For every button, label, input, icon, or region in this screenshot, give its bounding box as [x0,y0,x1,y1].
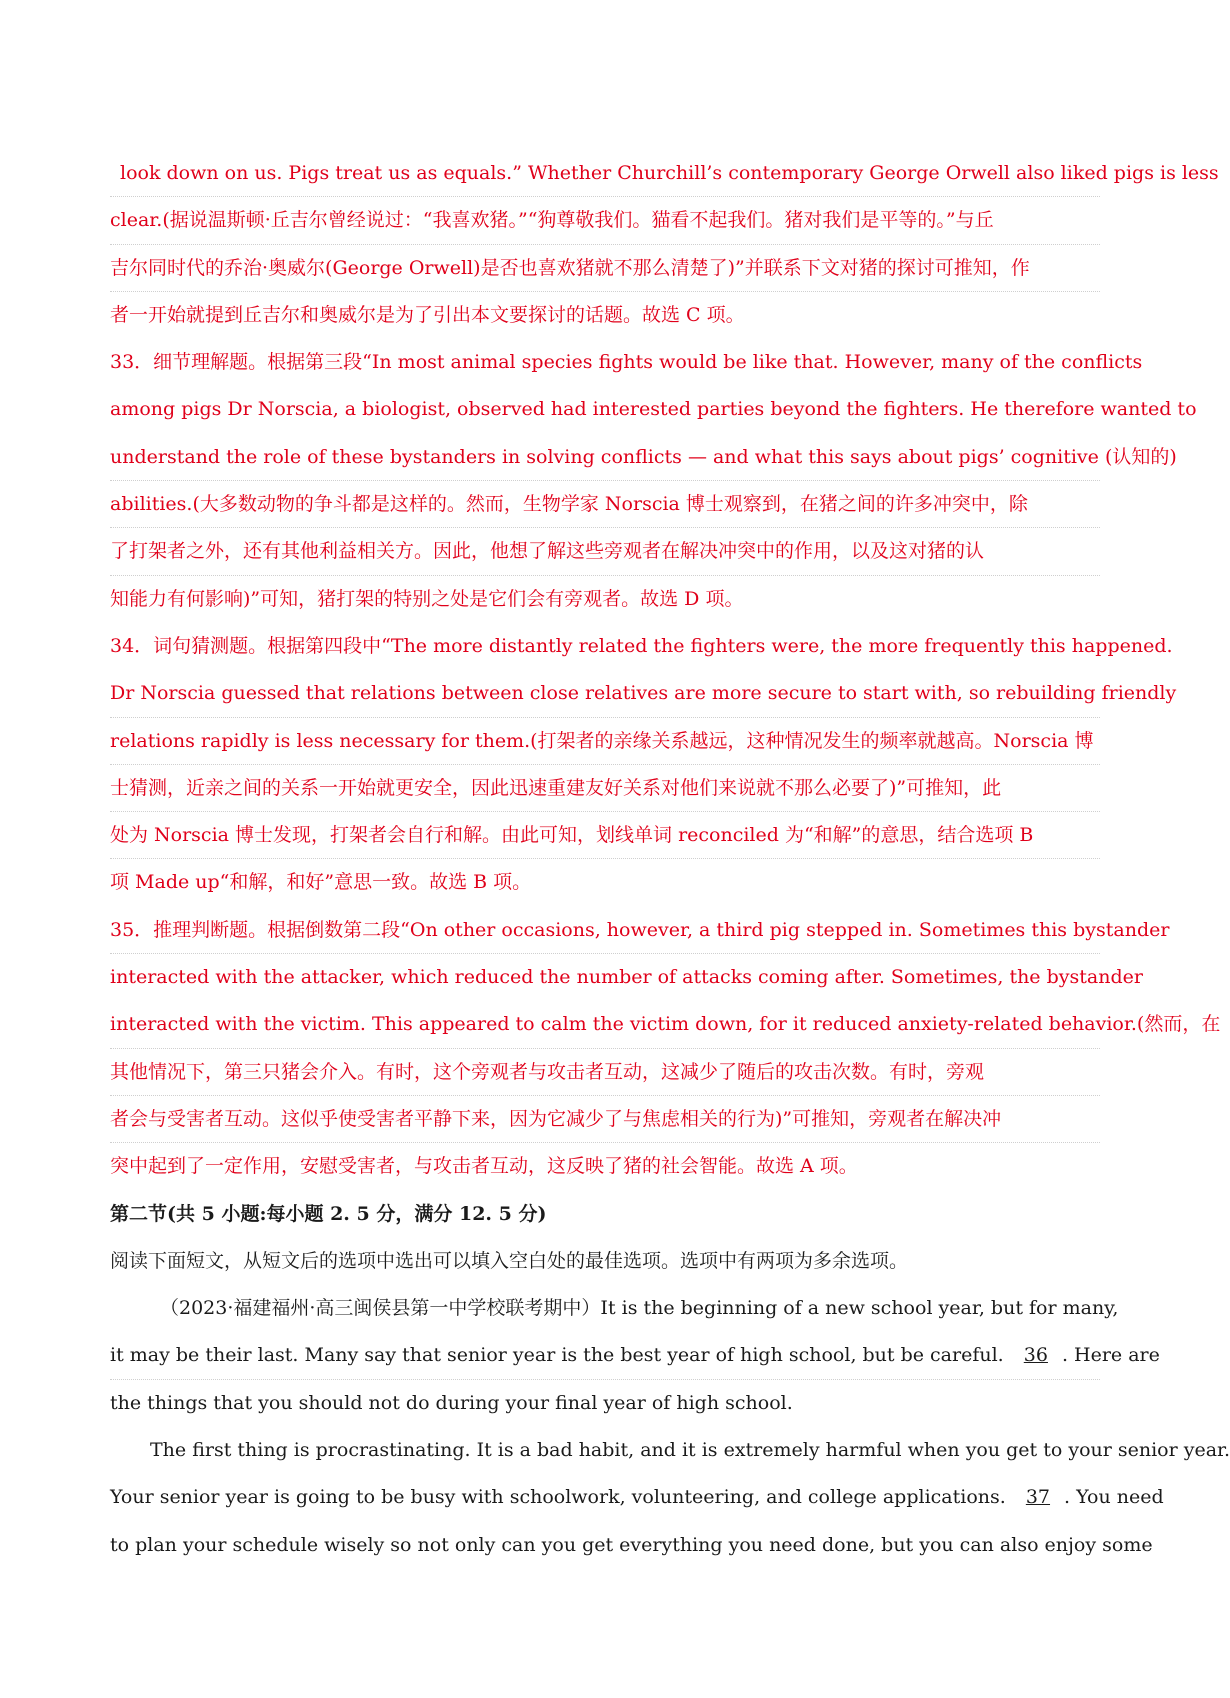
passage-line: The first thing is procrastinating. It is a bad habit, and it is extremely harmful when you get to your senior year. [150,1439,1230,1462]
section-heading: 第二节(共 5 小题:每小题 2. 5 分，满分 12. 5 分) [110,1202,547,1225]
text-line: 士猜测，近亲之间的关系一开始就更安全，因此迅速重建友好关系对他们来说就不那么必要了)”可推知，此 [110,765,1100,812]
passage-line: （2023·福建福州·高三闽侯县第一中学校联考期中）It is the beginning of a new school year, but for many, [160,1297,1119,1320]
text-line: 了打架者之外，还有其他利益相关方。因此，他想了解这些旁观者在解决冲突中的作用，以及这对猪的认 [110,528,1100,575]
question-33-explanation: 33．细节理解题。根据第三段“In most animal species fights would be like that. However, many of the conflicts [110,351,1143,374]
passage-line: to plan your schedule wisely so not only can you get everything you need done, but you can also enjoy some [110,1533,1153,1556]
passage-line: it may be their last. Many say that senior year is the best year of high school, but be careful. 36 . Here are [110,1332,1100,1379]
answer-explanations [110,150,1221,1191]
text-line: 者会与受害者互动。这似乎使受害者平静下来，因为它减少了与焦虑相关的行为)”可推知，旁观者在解决冲 [110,1096,1100,1143]
text-line: look down on us. Pigs treat us as equals.” Whether Churchill’s contemporary George Orwell also liked pigs is less [110,150,1100,197]
text-line: 吉尔同时代的乔治·奥威尔(George Orwell)是否也喜欢猪就不那么清楚了)”并联系下文对猪的探讨可推知，作 [110,245,1100,292]
question-35-explanation: 35．推理判断题。根据倒数第二段“On other occasions, however, a third pig stepped in. Sometimes this bystander [110,907,1100,954]
text-line: Dr Norscia guessed that relations between close relatives are more secure to start with, so rebuilding friendly [110,670,1100,717]
text-line: relations rapidly is less necessary for them.(打架者的亲缘关系越远，这种情况发生的频率就越高。Norscia 博 [110,718,1100,765]
section-instruction: 阅读下面短文，从短文后的选项中选出可以填入空白处的最佳选项。选项中有两项为多余选项。 [110,1249,909,1272]
question-34-explanation: 34．词句猜测题。根据第四段中“The more distantly related the fighters were, the more frequently this happened. [110,634,1173,657]
blank-36[interactable]: 36 [1023,1344,1048,1367]
text-line: 项 Made up“和解，和好”意思一致。故选 B 项。 [110,871,532,894]
text-line: 其他情况下，第三只猪会介入。有时，这个旁观者与攻击者互动，这减少了随后的攻击次数。有时，旁观 [110,1049,1100,1096]
reading-passage [110,1285,1230,1569]
passage-line: Your senior year is going to be busy with schoolwork, volunteering, and college applications. 37 . You need [110,1486,1164,1509]
text-line: 突中起到了一定作用，安慰受害者，与攻击者互动，这反映了猪的社会智能。故选 A 项。 [110,1155,858,1178]
text-line: abilities.(大多数动物的争斗都是这样的。然而，生物学家 Norscia 博士观察到，在猪之间的许多冲突中，除 [110,481,1100,528]
text-line: understand the role of these bystanders in solving conflicts — and what this says about pigs’ cognitive (认知的) [110,434,1100,481]
text-line: clear.(据说温斯顿·丘吉尔曾经说过：“我喜欢猪。”“狗尊敬我们。猫看不起我们。猪对我们是平等的。”与丘 [110,197,1100,244]
passage-line: the things that you should not do during your final year of high school. [110,1391,793,1414]
text-line: among pigs Dr Norscia, a biologist, observed had interested parties beyond the fighters. He therefore wanted to [110,398,1197,421]
document-page [110,150,1230,1569]
text-line: 者一开始就提到丘吉尔和奥威尔是为了引出本文要探讨的话题。故选 C 项。 [110,303,745,326]
text-line: interacted with the victim. This appeared to calm the victim down, for it reduced anxiety-related behavior.(然而，在 [110,1001,1100,1048]
text-line: interacted with the attacker, which reduced the number of attacks coming after. Sometimes, the bystander [110,966,1143,989]
text-line: 处为 Norscia 博士发现，打架者会自行和解。由此可知，划线单词 reconciled 为“和解”的意思，结合选项 B [110,812,1100,859]
blank-37[interactable]: 37 [1025,1486,1051,1509]
text-line: 知能力有何影响)”可知，猪打架的特别之处是它们会有旁观者。故选 D 项。 [110,587,744,610]
